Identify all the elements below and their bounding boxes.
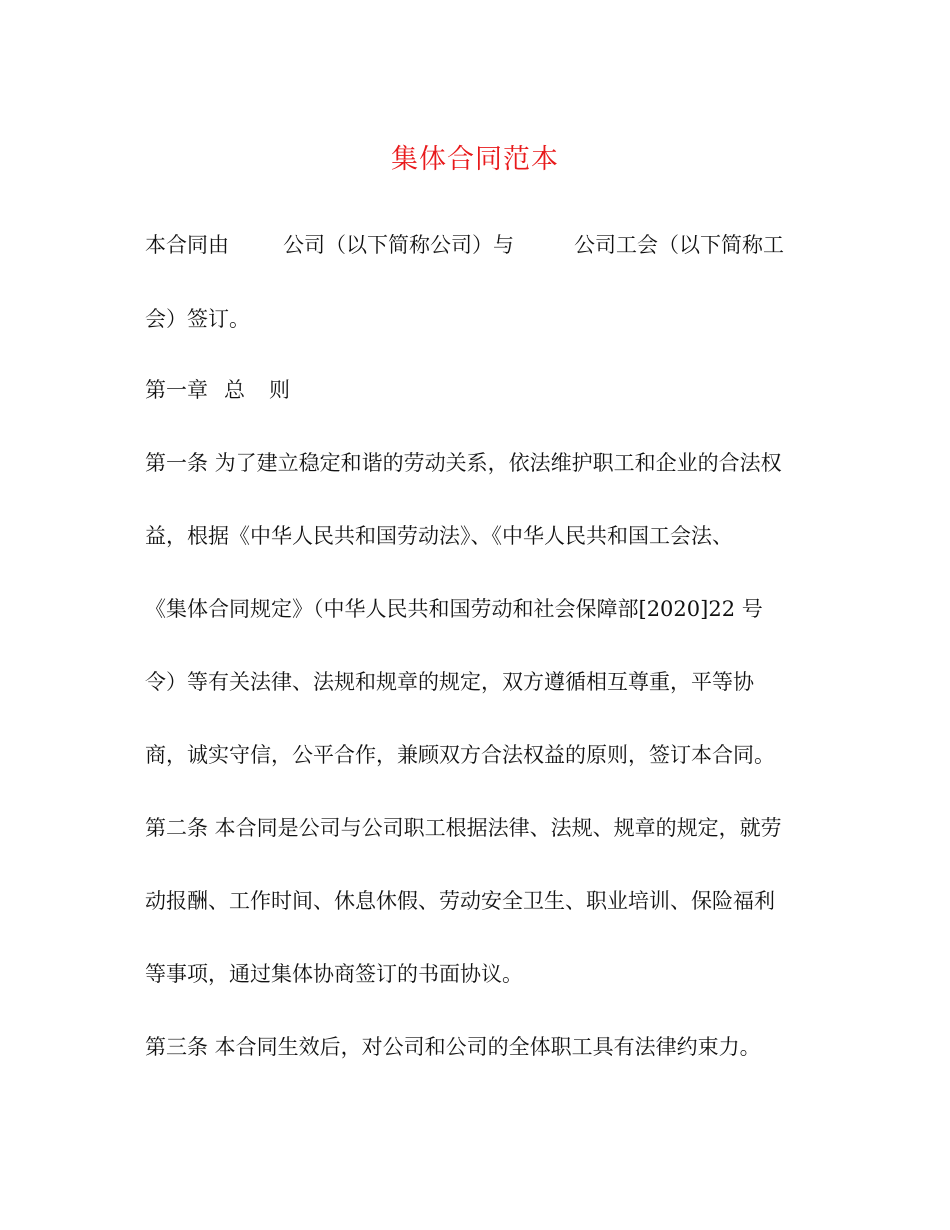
- paragraph-line-2: 会）签订。: [145, 307, 250, 331]
- paragraph-line-8: 商，诚实守信，公平合作，兼顾双方合法权益的原则，签订本合同。: [145, 743, 775, 767]
- paragraph-line-1: [145, 230, 825, 260]
- line-1-segment-b: 公司（以下简称公司）与: [283, 233, 514, 257]
- paragraph-line-11: 等事项，通过集体协商签订的书面协议。: [145, 962, 523, 986]
- paragraph-line-9: 第二条 本合同是公司与公司职工根据法律、法规、规章的规定，就劳: [145, 816, 782, 840]
- document-title: 集体合同范本: [391, 144, 559, 175]
- paragraph-line-10: 动报酬、工作时间、休息休假、劳动安全卫生、职业培训、保险福利: [145, 889, 775, 913]
- paragraph-line-6: 《集体合同规定》（中华人民共和国劳动和社会保障部[2020]22 号: [145, 597, 763, 621]
- paragraph-line-5: 益，根据《中华人民共和国劳动法》、《中华人民共和国工会法、: [145, 524, 733, 548]
- paragraph-line-7: 令）等有关法律、法规和规章的规定，双方遵循相互尊重，平等协: [145, 670, 754, 694]
- paragraph-line-4: 第一条 为了建立稳定和谐的劳动关系，依法维护职工和企业的合法权: [145, 451, 782, 475]
- chapter-title-part-1: 总: [224, 378, 245, 402]
- chapter-heading: [145, 375, 825, 405]
- chapter-number: 第一章: [145, 378, 208, 402]
- line-1-segment-a: 本合同由: [145, 233, 229, 257]
- line-1-segment-c: 公司工会（以下简称工: [574, 233, 784, 257]
- chapter-title-part-2: 则: [269, 378, 290, 402]
- paragraph-line-12: 第三条 本合同生效后，对公司和公司的全体职工具有法律约束力。: [145, 1035, 761, 1059]
